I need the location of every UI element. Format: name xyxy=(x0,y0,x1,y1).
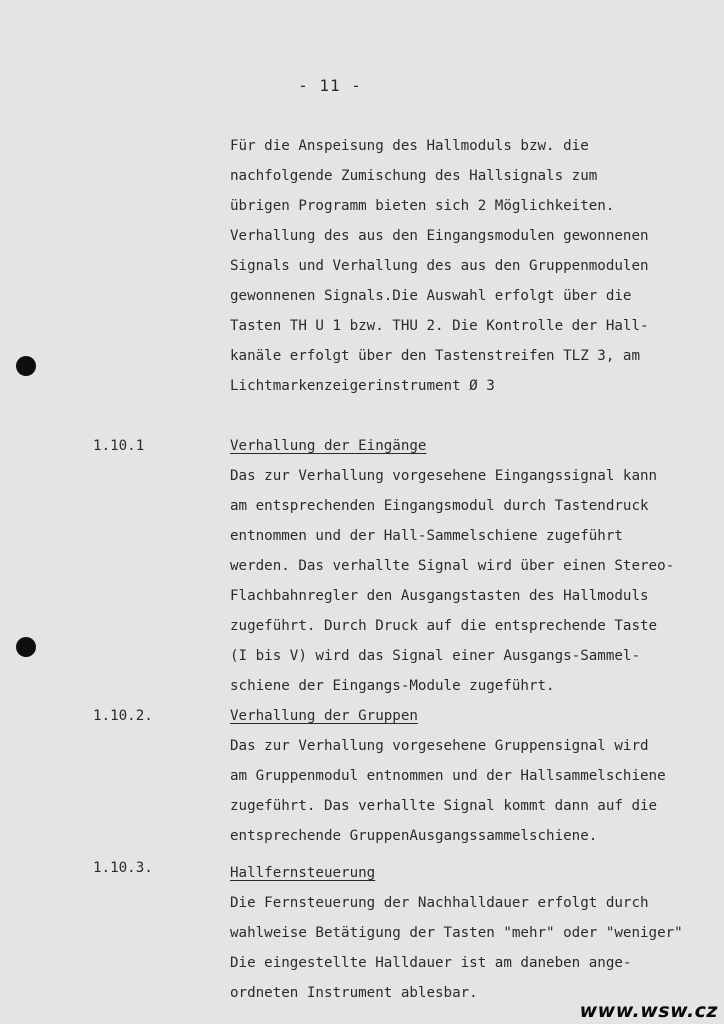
text-line: schiene der Eingangs-Module zugeführt. xyxy=(230,678,555,694)
text-line: am entsprechenden Eingangsmodul durch Tastendruck xyxy=(230,498,649,514)
text-line: wahlweise Betätigung der Tasten "mehr" oder "weniger" xyxy=(230,925,683,941)
text-line: entnommen und der Hall-Sammelschiene zugeführt xyxy=(230,528,623,544)
text-line: am Gruppenmodul entnommen und der Hallsammelschiene xyxy=(230,768,666,784)
text-line: zugeführt. Durch Druck auf die entsprechende Taste xyxy=(230,618,658,634)
section-number: 1.10.2. xyxy=(93,708,153,724)
text-line: Das zur Verhallung vorgesehene Eingangssignal kann xyxy=(230,468,658,484)
text-line: Tasten TH U 1 bzw. THU 2. Die Kontrolle der Hall- xyxy=(230,318,649,334)
punch-hole-bottom xyxy=(16,637,36,657)
text-line: gewonnenen Signals.Die Auswahl erfolgt über die xyxy=(230,288,632,304)
text-line: zugeführt. Das verhallte Signal kommt dann auf die xyxy=(230,798,658,814)
text-line: Die Fernsteuerung der Nachhalldauer erfolgt durch xyxy=(230,895,649,911)
text-line: Lichtmarkenzeigerinstrument Ø 3 xyxy=(230,378,495,394)
section-heading: Hallfernsteuerung xyxy=(230,865,376,881)
punch-hole-top xyxy=(16,356,36,376)
section-gruppen xyxy=(230,701,720,851)
section-heading: Verhallung der Eingänge xyxy=(230,438,427,454)
section-heading: Verhallung der Gruppen xyxy=(230,708,418,724)
text-line: (I bis V) wird das Signal einer Ausgangs-Sammel- xyxy=(230,648,640,664)
text-line: entsprechende GruppenAusgangssammelschiene. xyxy=(230,828,598,844)
text-line: nachfolgende Zumischung des Hallsignals zum xyxy=(230,168,598,184)
text-line: ordneten Instrument ablesbar. xyxy=(230,985,478,1001)
section-hallfernsteuerung xyxy=(230,858,720,1008)
text-line: Für die Anspeisung des Hallmoduls bzw. die xyxy=(230,138,589,154)
text-line: Die eingestellte Halldauer ist am daneben ange- xyxy=(230,955,632,971)
text-line: Signals und Verhallung des aus den Gruppenmodulen xyxy=(230,258,649,274)
page-number: - 11 - xyxy=(298,76,362,95)
text-line: kanäle erfolgt über den Tastenstreifen TLZ 3, am xyxy=(230,348,640,364)
intro-paragraph xyxy=(230,131,720,401)
section-number: 1.10.3. xyxy=(93,860,153,876)
text-line: Flachbahnregler den Ausgangstasten des Hallmoduls xyxy=(230,588,649,604)
watermark: www.wsw.cz xyxy=(579,1000,718,1022)
text-line: Verhallung des aus den Eingangsmodulen gewonnenen xyxy=(230,228,649,244)
text-line: übrigen Programm bieten sich 2 Möglichkeiten. xyxy=(230,198,615,214)
section-eingaenge xyxy=(230,431,720,701)
text-line: werden. Das verhallte Signal wird über einen Stereo- xyxy=(230,558,675,574)
section-number: 1.10.1 xyxy=(93,438,145,454)
text-line: Das zur Verhallung vorgesehene Gruppensignal wird xyxy=(230,738,649,754)
